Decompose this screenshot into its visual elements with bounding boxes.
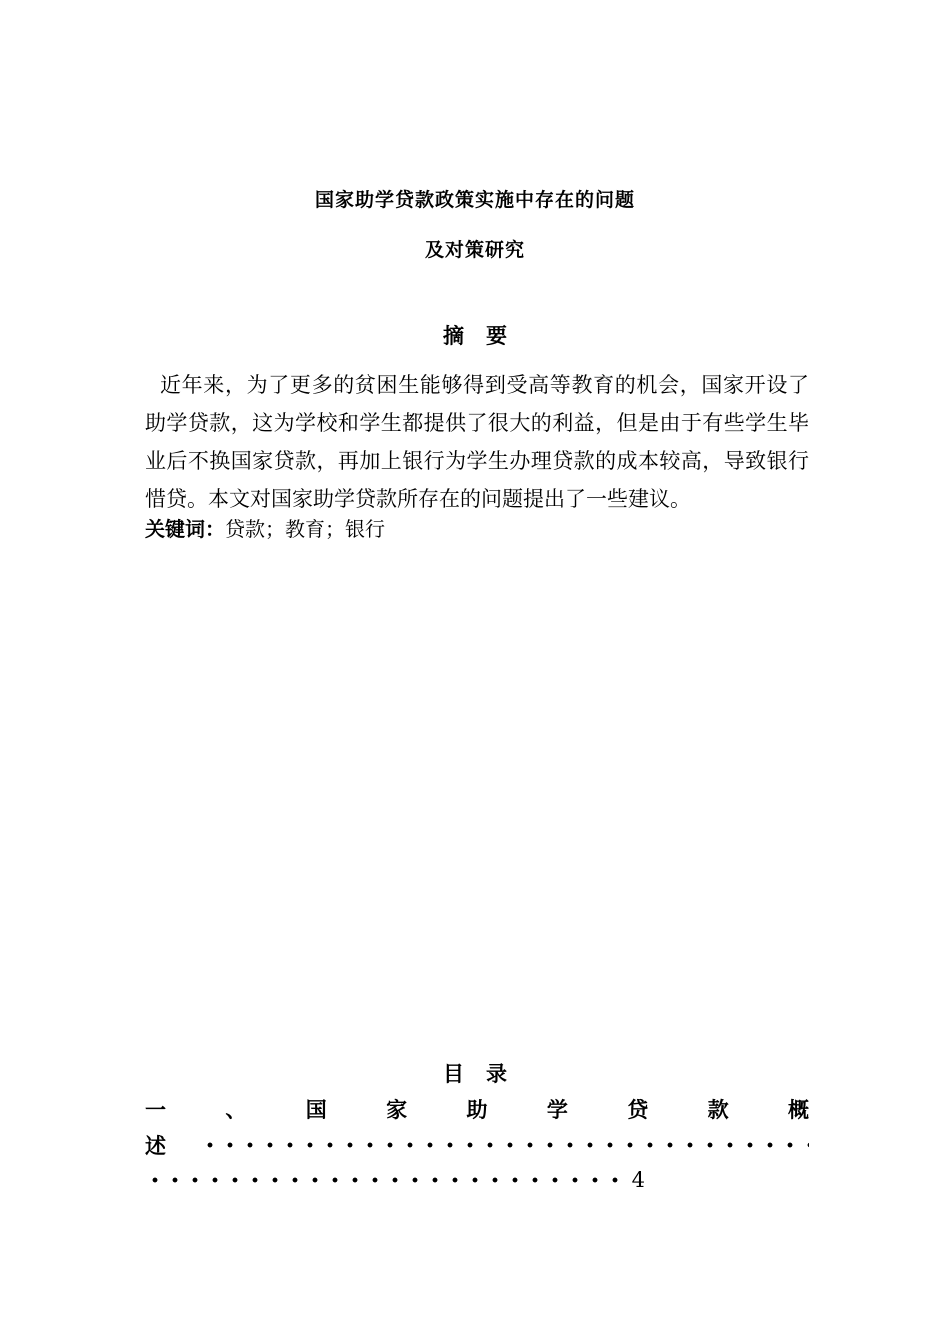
keyword-separator: ； — [325, 517, 345, 541]
toc-dot-leader — [145, 1168, 630, 1192]
toc-heading: 目录 — [443, 1062, 529, 1086]
toc-entry-title-row — [145, 1094, 809, 1124]
toc-entry-char: 助 — [466, 1098, 488, 1122]
keyword-item: 贷款 — [225, 517, 265, 541]
keyword-item: 教育 — [285, 517, 325, 541]
toc-entry-page-row — [145, 1168, 645, 1192]
toc-entry-char: 学 — [546, 1098, 568, 1122]
abstract-body: 近年来，为了更多的贫困生能够得到受高等教育的机会，国家开设了助学贷款，这为学校和学生都提供了很大的利益，但是由于有些学生毕业后不换国家贷款，再加上银行为学生办理贷款的成本较高，导致银行惜贷。本文对国家助学贷款所存在的问题提出了一些建议。 — [145, 373, 809, 511]
keywords-line — [145, 512, 385, 546]
toc-entry-char: 概 — [788, 1098, 809, 1122]
keywords-label: 关键词： — [145, 517, 225, 541]
toc-entry-char: 、 — [225, 1098, 247, 1122]
abstract-heading: 摘要 — [443, 324, 529, 348]
toc-entry-continuation-row — [145, 1130, 809, 1160]
toc-entry-char: 一 — [145, 1098, 166, 1122]
keyword-item: 银行 — [345, 517, 385, 541]
toc-page-number: 4 — [631, 1168, 645, 1192]
toc-entry-continuation: 述 — [145, 1134, 166, 1158]
toc-entry-char: 家 — [386, 1098, 408, 1122]
toc-entry-char: 国 — [305, 1098, 327, 1122]
toc-dot-leader — [200, 1133, 809, 1157]
document-title-line-1: 国家助学贷款政策实施中存在的问题 — [314, 189, 635, 211]
toc-entry-char: 款 — [707, 1098, 729, 1122]
toc-entry-char: 贷 — [627, 1098, 649, 1122]
document-title-line-2: 及对策研究 — [424, 239, 525, 261]
keyword-separator: ； — [265, 517, 285, 541]
